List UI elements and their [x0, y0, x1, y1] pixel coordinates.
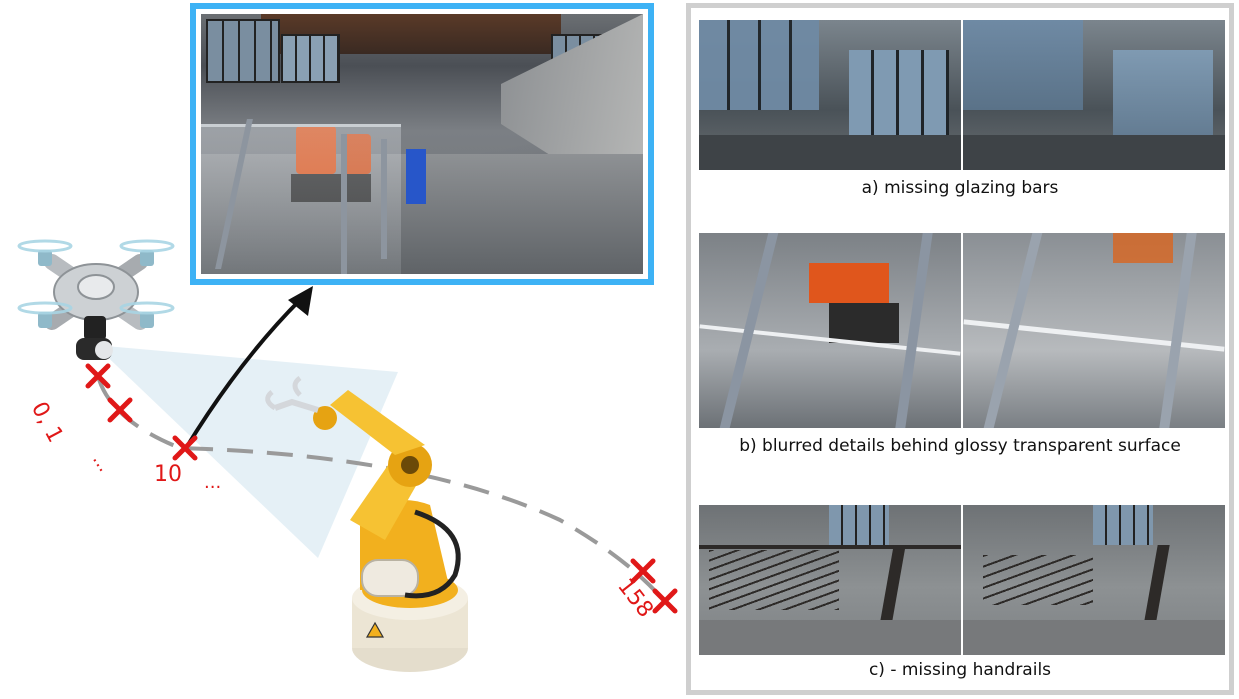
- caption-glossy-surface: b) blurred details behind glossy transparent surface: [739, 436, 1181, 456]
- arrow-head-icon: [288, 286, 313, 316]
- caption-handrails: c) - missing handrails: [868, 660, 1052, 680]
- handrails-right-image: [963, 505, 1225, 655]
- drone-icon: [19, 241, 173, 360]
- glazing-bars-right-image: [963, 20, 1225, 170]
- handrails-left-image: [699, 505, 961, 655]
- factory-render-image: [201, 14, 643, 274]
- handrails-pair: [699, 505, 1225, 655]
- marker-label-mid: 10: [154, 462, 182, 487]
- glossy-surface-pair: [699, 233, 1225, 428]
- marker-label-ellipsis-1: ...: [88, 450, 116, 476]
- caption-glazing-bars: a) missing glazing bars: [861, 178, 1059, 198]
- glossy-surface-right-image: [963, 233, 1225, 428]
- glazing-bars-left-image: [699, 20, 961, 170]
- glossy-surface-left-image: [699, 233, 961, 428]
- glazing-bars-pair: [699, 20, 1225, 170]
- marker-label-end: 158: [612, 574, 658, 623]
- marker-label-start: 0, 1: [25, 398, 68, 447]
- comparison-panel: [686, 3, 1234, 695]
- highlighted-frame: [190, 3, 654, 285]
- marker-label-ellipsis-2: ...: [204, 472, 222, 493]
